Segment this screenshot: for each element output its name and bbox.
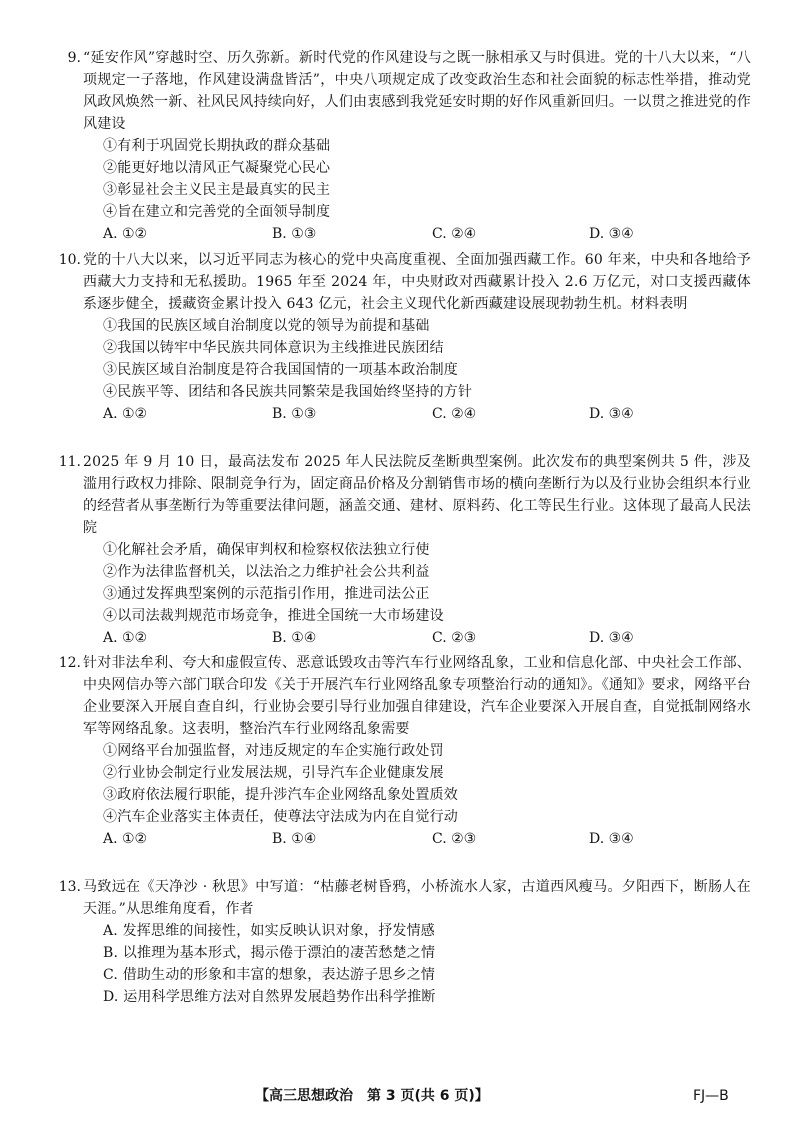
question-stem: “延安作风”穿越时空、历久弥新。新时代党的作风建设与之既一脉相承又与时俱进。党的十八大以来，“八项规定一子落地，作风建设满盘皆活”，中央八项规定成了改变政治生态和社会面貌的标志性举措，推动党风政风焕然一新、社风民风持续向好，人们由衷感到我党延安时期的好作风重新回归。一以贯之推进党的作风建设 — [83, 50, 751, 132]
statement-item: ④汽车企业落实主体责任，使尊法守法成为内在自觉行动 — [103, 809, 458, 825]
choice-b: B. ①③ — [272, 406, 317, 422]
question-stem: 党的十八大以来，以习近平同志为核心的党中央高度重视、全面加强西藏工作。60 年来，中央和各地给予西藏大力支持和无私援助。1965 年至 2024 年，中央财政对西藏累计投入 2.6 万亿元，对口支援西藏体系逐步健全，援藏资金累计投入 643 亿元，社会主义现代化新西藏建设展现勃勃生机。材料表明 — [83, 252, 751, 312]
choice-d: D. ③④ — [589, 831, 634, 847]
statement-item: ②作为法律监督机关，以法治之力维护社会公共利益 — [103, 564, 430, 580]
question-12 — [58, 652, 751, 850]
choice-a: A. ①② — [103, 831, 148, 847]
question-stem: 2025 年 9 月 10 日，最高法发布 2025 年人民法院反垄断典型案例。此次发布的典型案例共 5 件，涉及滥用行政权力排除、限制竞争行为，固定商品价格及分割销售市场的横向垄断行为以及行业协会组织本行业的经营者从事垄断行为等重要法律问题，涵盖交通、建材、原料药、化工等民生行业。这体现了最高人民法院 — [83, 454, 751, 536]
statement-item: ④旨在建立和完善党的全面领导制度 — [103, 204, 331, 220]
question-number: 12. — [58, 655, 81, 671]
choice-a: A. ①② — [103, 226, 148, 242]
question-stem: 马致远在《天净沙 · 秋思》中写道：“枯藤老树昏鸦，小桥流水人家，古道西风瘦马。夕阳西下，断肠人在天涯。”从思维角度看，作者 — [83, 879, 751, 917]
page-footer — [0, 1084, 793, 1108]
choice-d: D. 运用科学思维方法对自然界发展趋势作出科学推断 — [103, 989, 436, 1005]
choice-c: C. 借助生动的形象和丰富的想象，表达游子思乡之情 — [103, 967, 436, 983]
choice-d: D. ③④ — [589, 630, 634, 646]
statement-item: ③彰显社会主义民主是最真实的民主 — [103, 182, 331, 198]
statement-item: ④民族平等、团结和各民族共同繁荣是我国始终坚持的方针 — [103, 384, 473, 400]
statement-item: ③通过发挥典型案例的示范指引作用，推进司法公正 — [103, 586, 430, 602]
question-13 — [58, 876, 751, 1008]
statement-item: ②能更好地以清风正气凝聚党心民心 — [103, 160, 331, 176]
choice-b: B. ①④ — [272, 831, 317, 847]
choice-b: B. 以推理为基本形式，揭示倦于漂泊的凄苦愁楚之情 — [103, 945, 436, 961]
footer-page-info: 【高三思想政治 第 3 页(共 6 页)】 — [255, 1088, 489, 1104]
question-number: 10. — [58, 252, 81, 268]
answer-choices — [83, 403, 751, 425]
choice-c: C. ②③ — [432, 630, 477, 646]
choice-d: D. ③④ — [589, 226, 634, 242]
statement-item: ①有利于巩固党长期执政的群众基础 — [103, 138, 331, 154]
footer-code: FJ—B — [693, 1088, 729, 1104]
choice-a: A. 发挥思维的间接性，如实反映认识对象，抒发情感 — [103, 923, 436, 939]
question-number: 11. — [58, 454, 81, 470]
question-number: 13. — [58, 879, 81, 895]
statement-item: ①化解社会矛盾，确保审判权和检察权依法独立行使 — [103, 542, 430, 558]
choice-c: C. ②④ — [432, 406, 477, 422]
choice-b: B. ①④ — [272, 630, 317, 646]
statement-item: ④以司法裁判规范市场竞争，推进全国统一大市场建设 — [103, 608, 444, 624]
statement-item: ③政府依法履行职能，提升涉汽车企业网络乱象处置质效 — [103, 787, 458, 803]
choice-c: C. ②④ — [432, 226, 477, 242]
question-10 — [58, 249, 751, 425]
choice-a: A. ①② — [103, 630, 148, 646]
statement-item: ③民族区域自治制度是符合我国国情的一项基本政治制度 — [103, 362, 458, 378]
answer-choices — [83, 223, 751, 245]
statement-item: ①我国的民族区域自治制度以党的领导为前提和基础 — [103, 318, 430, 334]
choice-a: A. ①② — [103, 406, 148, 422]
question-stem: 针对非法牟利、夸大和虚假宣传、恶意诋毁攻击等汽车行业网络乱象，工业和信息化部、中央社会工作部、中央网信办等六部门联合印发《关于开展汽车行业网络乱象专项整治行动的通知》。《通知》要求，网络平台企业要深入开展自查自纠，行业协会要引导行业加强自律建设，汽车企业要深入开展自查，自觉抵制网络水军等网络乱象。这表明，整治汽车行业网络乱象需要 — [83, 655, 751, 737]
choice-d: D. ③④ — [589, 406, 634, 422]
statement-item: ②我国以铸牢中华民族共同体意识为主线推进民族团结 — [103, 340, 444, 356]
question-11 — [58, 451, 751, 649]
answer-choices — [83, 828, 751, 850]
statement-item: ①网络平台加强监督，对违反规定的车企实施行政处罚 — [103, 743, 444, 759]
answer-choices — [83, 627, 751, 649]
statement-item: ②行业协会制定行业发展法规，引导汽车企业健康发展 — [103, 765, 444, 781]
choice-c: C. ②③ — [432, 831, 477, 847]
question-number: 9. — [67, 50, 81, 66]
choice-b: B. ①③ — [272, 226, 317, 242]
question-9 — [67, 47, 751, 245]
